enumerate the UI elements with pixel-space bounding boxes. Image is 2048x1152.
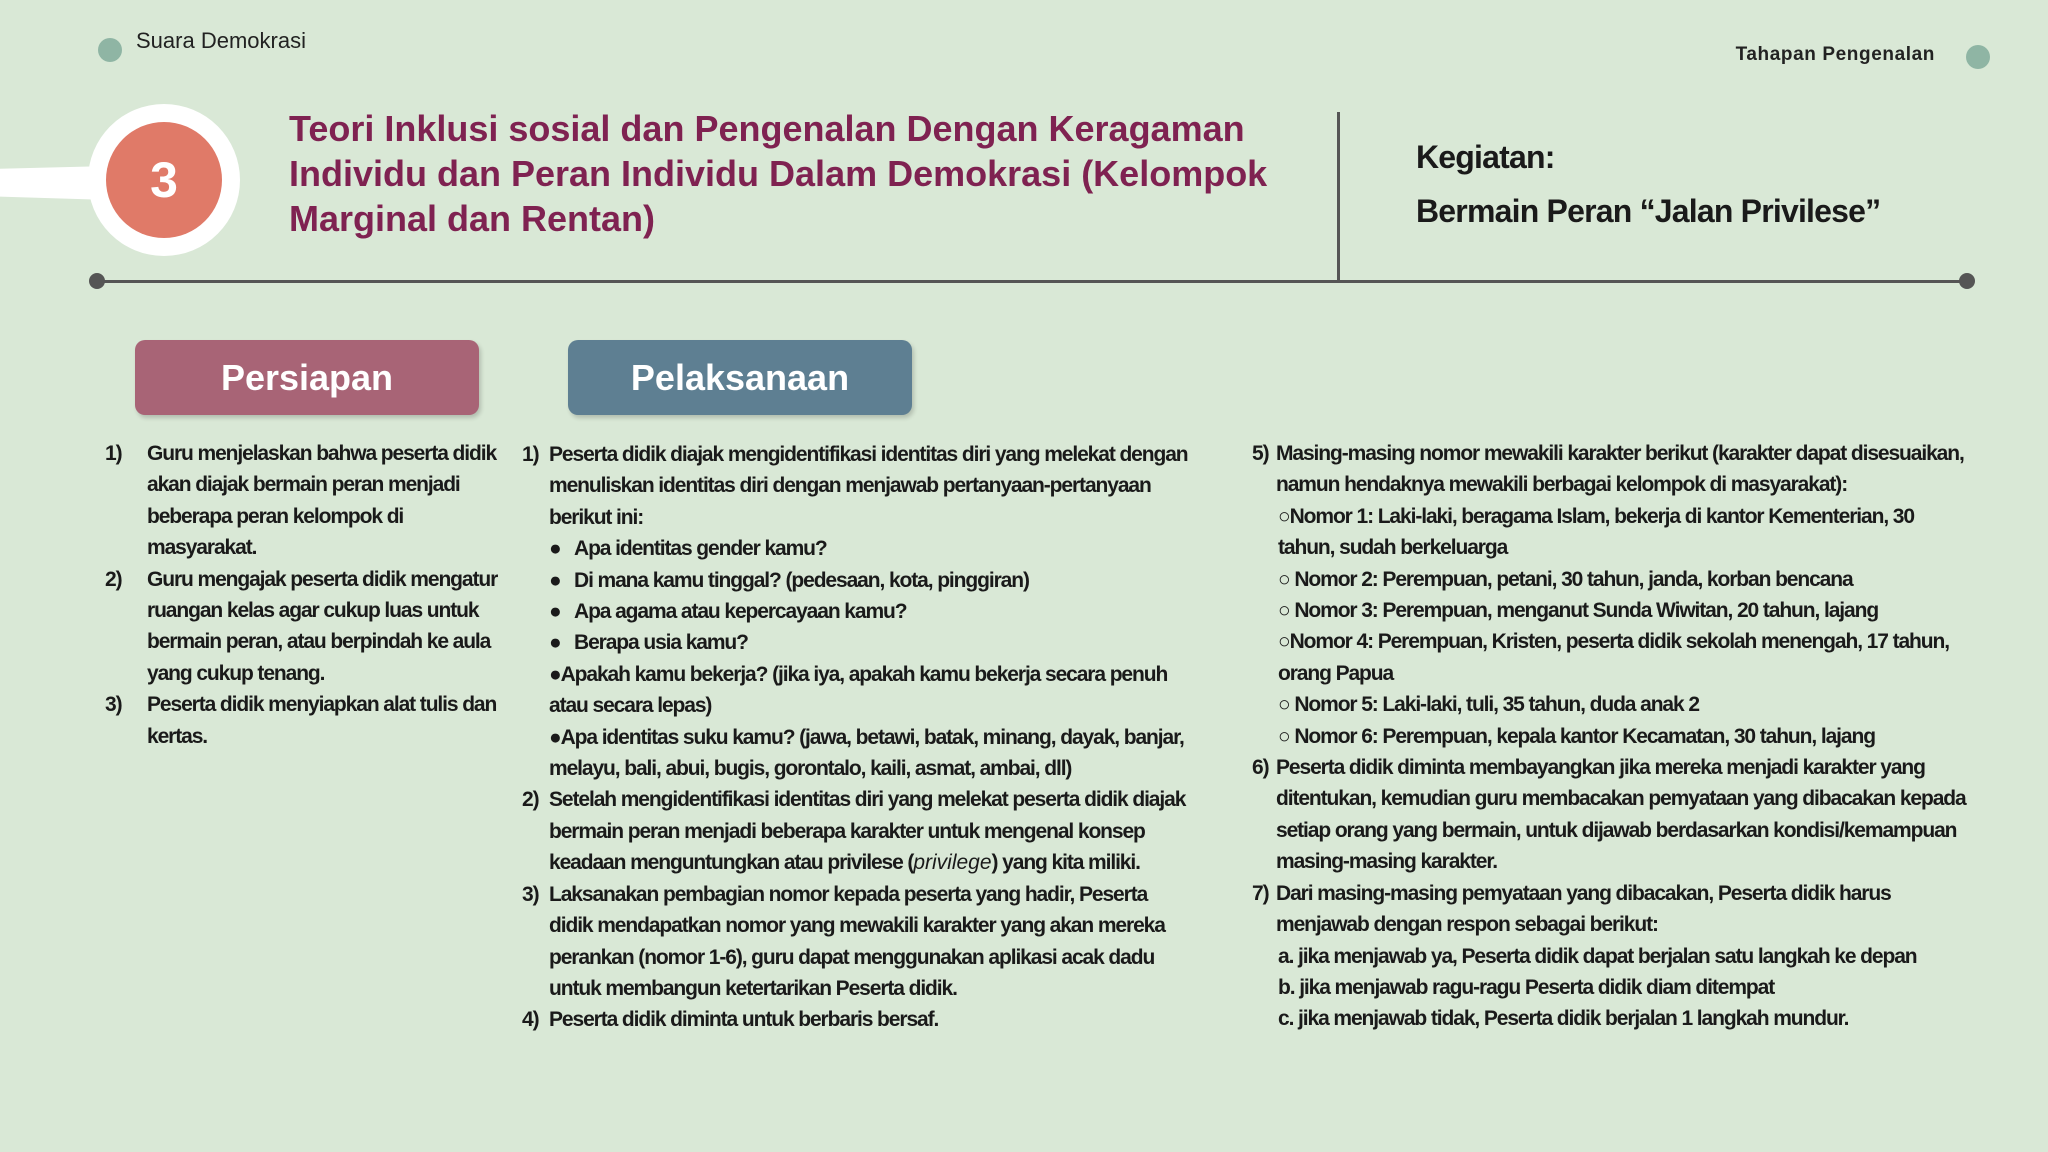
- pelaksanaan-header: Pelaksanaan: [568, 340, 912, 415]
- character-item: ○Nomor 1: Laki-laki, beragama Islam, bekerja di kantor Kementerian, 30 tahun, sudah berkeluarga: [1278, 504, 1914, 560]
- list-item: 1) Guru menjelaskan bahwa peserta didik akan diajak bermain peran menjadi beberapa peran kelompok di masyarakat.: [105, 442, 497, 560]
- list-item: 4) Peserta didik diminta untuk berbaris bersaf.: [522, 1008, 939, 1032]
- persiapan-list: [105, 438, 500, 752]
- character-item: ○Nomor 4: Perempuan, Kristen, peserta didik sekolah menengah, 17 tahun, orang Papua: [1278, 630, 1949, 685]
- character-item: ○ Nomor 3: Perempuan, menganut Sunda Wiwitan, 20 tahun, lajang: [1278, 599, 1879, 623]
- divider-end-dot: [1959, 273, 1975, 289]
- character-item: ○ Nomor 6: Perempuan, kepala kantor Kecamatan, 30 tahun, lajang: [1278, 724, 1875, 748]
- lanjutan-list: [1252, 438, 1972, 1035]
- stage-label: Tahapan Pengenalan: [1735, 44, 1935, 65]
- vertical-divider: [1337, 112, 1340, 280]
- question-item: ●Apa identitas suku kamu? (jawa, betawi, batak, minang, dayak, banjar, melayu, bali, abui, bugis, gorontalo, kaili, asmat, ambai, dll): [549, 725, 1184, 781]
- brand-dot: [98, 38, 122, 62]
- question-item: ●Apakah kamu bekerja? (jika iya, apakah kamu bekerja secara penuh atau secara lepas): [549, 662, 1168, 718]
- list-item: 3) Peserta didik menyiapkan alat tulis dan kertas.: [105, 693, 497, 748]
- list-item: 3) Laksanakan pembagian nomor kepada peserta yang hadir, Peserta didik mendapatkan nomor yang mewakili karakter yang akan mereka perankan (nomor 1-6), guru dapat menggunakan aplikasi acak dadu untuk membangun ketertarikan Peserta didik.: [522, 882, 1165, 1000]
- section-number: 3: [106, 122, 222, 238]
- list-item: 1) Peserta didik diajak mengidentifikasi identitas diri yang melekat dengan menuliskan identitas diri dengan menjawab pertanyaan-pertanyaan berikut ini:: [522, 443, 1188, 529]
- list-item: 2) Guru mengajak peserta didik mengatur ruangan kelas agar cukup luas untuk bermain peran, atau berpindah ke aula yang cukup tenang.: [105, 567, 498, 685]
- pelaksanaan-list: [522, 439, 1192, 1036]
- persiapan-header: Persiapan: [135, 340, 479, 415]
- question-item: ● Di mana kamu tinggal? (pedesaan, kota, pinggiran): [549, 568, 1029, 592]
- list-item: 2) Setelah mengidentifikasi identitas diri yang melekat peserta didik diajak bermain peran menjadi beberapa karakter untuk mengenal konsep keadaan menguntungkan atau privilese (privilege) yang kita miliki.: [522, 788, 1186, 875]
- question-item: ● Apa agama atau kepercayaan kamu?: [549, 600, 907, 624]
- stage-dot: [1966, 45, 1990, 69]
- page-title: Teori Inklusi sosial dan Pengenalan Dengan Keragaman Individu dan Peran Individu Dalam Demokrasi (Kelompok Marginal dan Rentan): [289, 108, 1268, 239]
- list-item: 7) Dari masing-masing pemyataan yang dibacakan, Peserta didik harus menjawab dengan respon sebagai berikut:: [1252, 881, 1891, 937]
- response-item: b. jika menjawab ragu-ragu Peserta didik diam ditempat: [1278, 975, 1775, 999]
- activity-box: [1416, 130, 1880, 238]
- activity-label: Kegiatan:: [1416, 139, 1555, 175]
- character-item: ○ Nomor 2: Perempuan, petani, 30 tahun, janda, korban bencana: [1278, 567, 1853, 591]
- character-item: ○ Nomor 5: Laki-laki, tuli, 35 tahun, duda anak 2: [1278, 693, 1699, 717]
- list-item: 6) Peserta didik diminta membayangkan jika mereka menjadi karakter yang ditentukan, kemudian guru membacakan pemyataan yang dibacakan kepada setiap orang yang bermain, untuk dijawab berdasarkan kondisi/kemampuan masing-masing karakter.: [1252, 756, 1966, 874]
- list-item: 5) Masing-masing nomor mewakili karakter berikut (karakter dapat disesuaikan, namun hendaknya mewakili berbagai kelompok di masyarakat):: [1252, 442, 1964, 497]
- brand-name: Suara Demokrasi: [136, 28, 306, 53]
- activity-name: Bermain Peran “Jalan Privilese”: [1416, 193, 1881, 229]
- question-item: ● Berapa usia kamu?: [549, 631, 748, 655]
- response-item: c. jika menjawab tidak, Peserta didik berjalan 1 langkah mundur.: [1278, 1007, 1849, 1031]
- divider-start-dot: [89, 273, 105, 289]
- horizontal-divider: [96, 280, 1968, 283]
- question-item: ● Apa identitas gender kamu?: [549, 537, 827, 561]
- response-item: a. jika menjawab ya, Peserta didik dapat berjalan satu langkah ke depan: [1278, 944, 1917, 968]
